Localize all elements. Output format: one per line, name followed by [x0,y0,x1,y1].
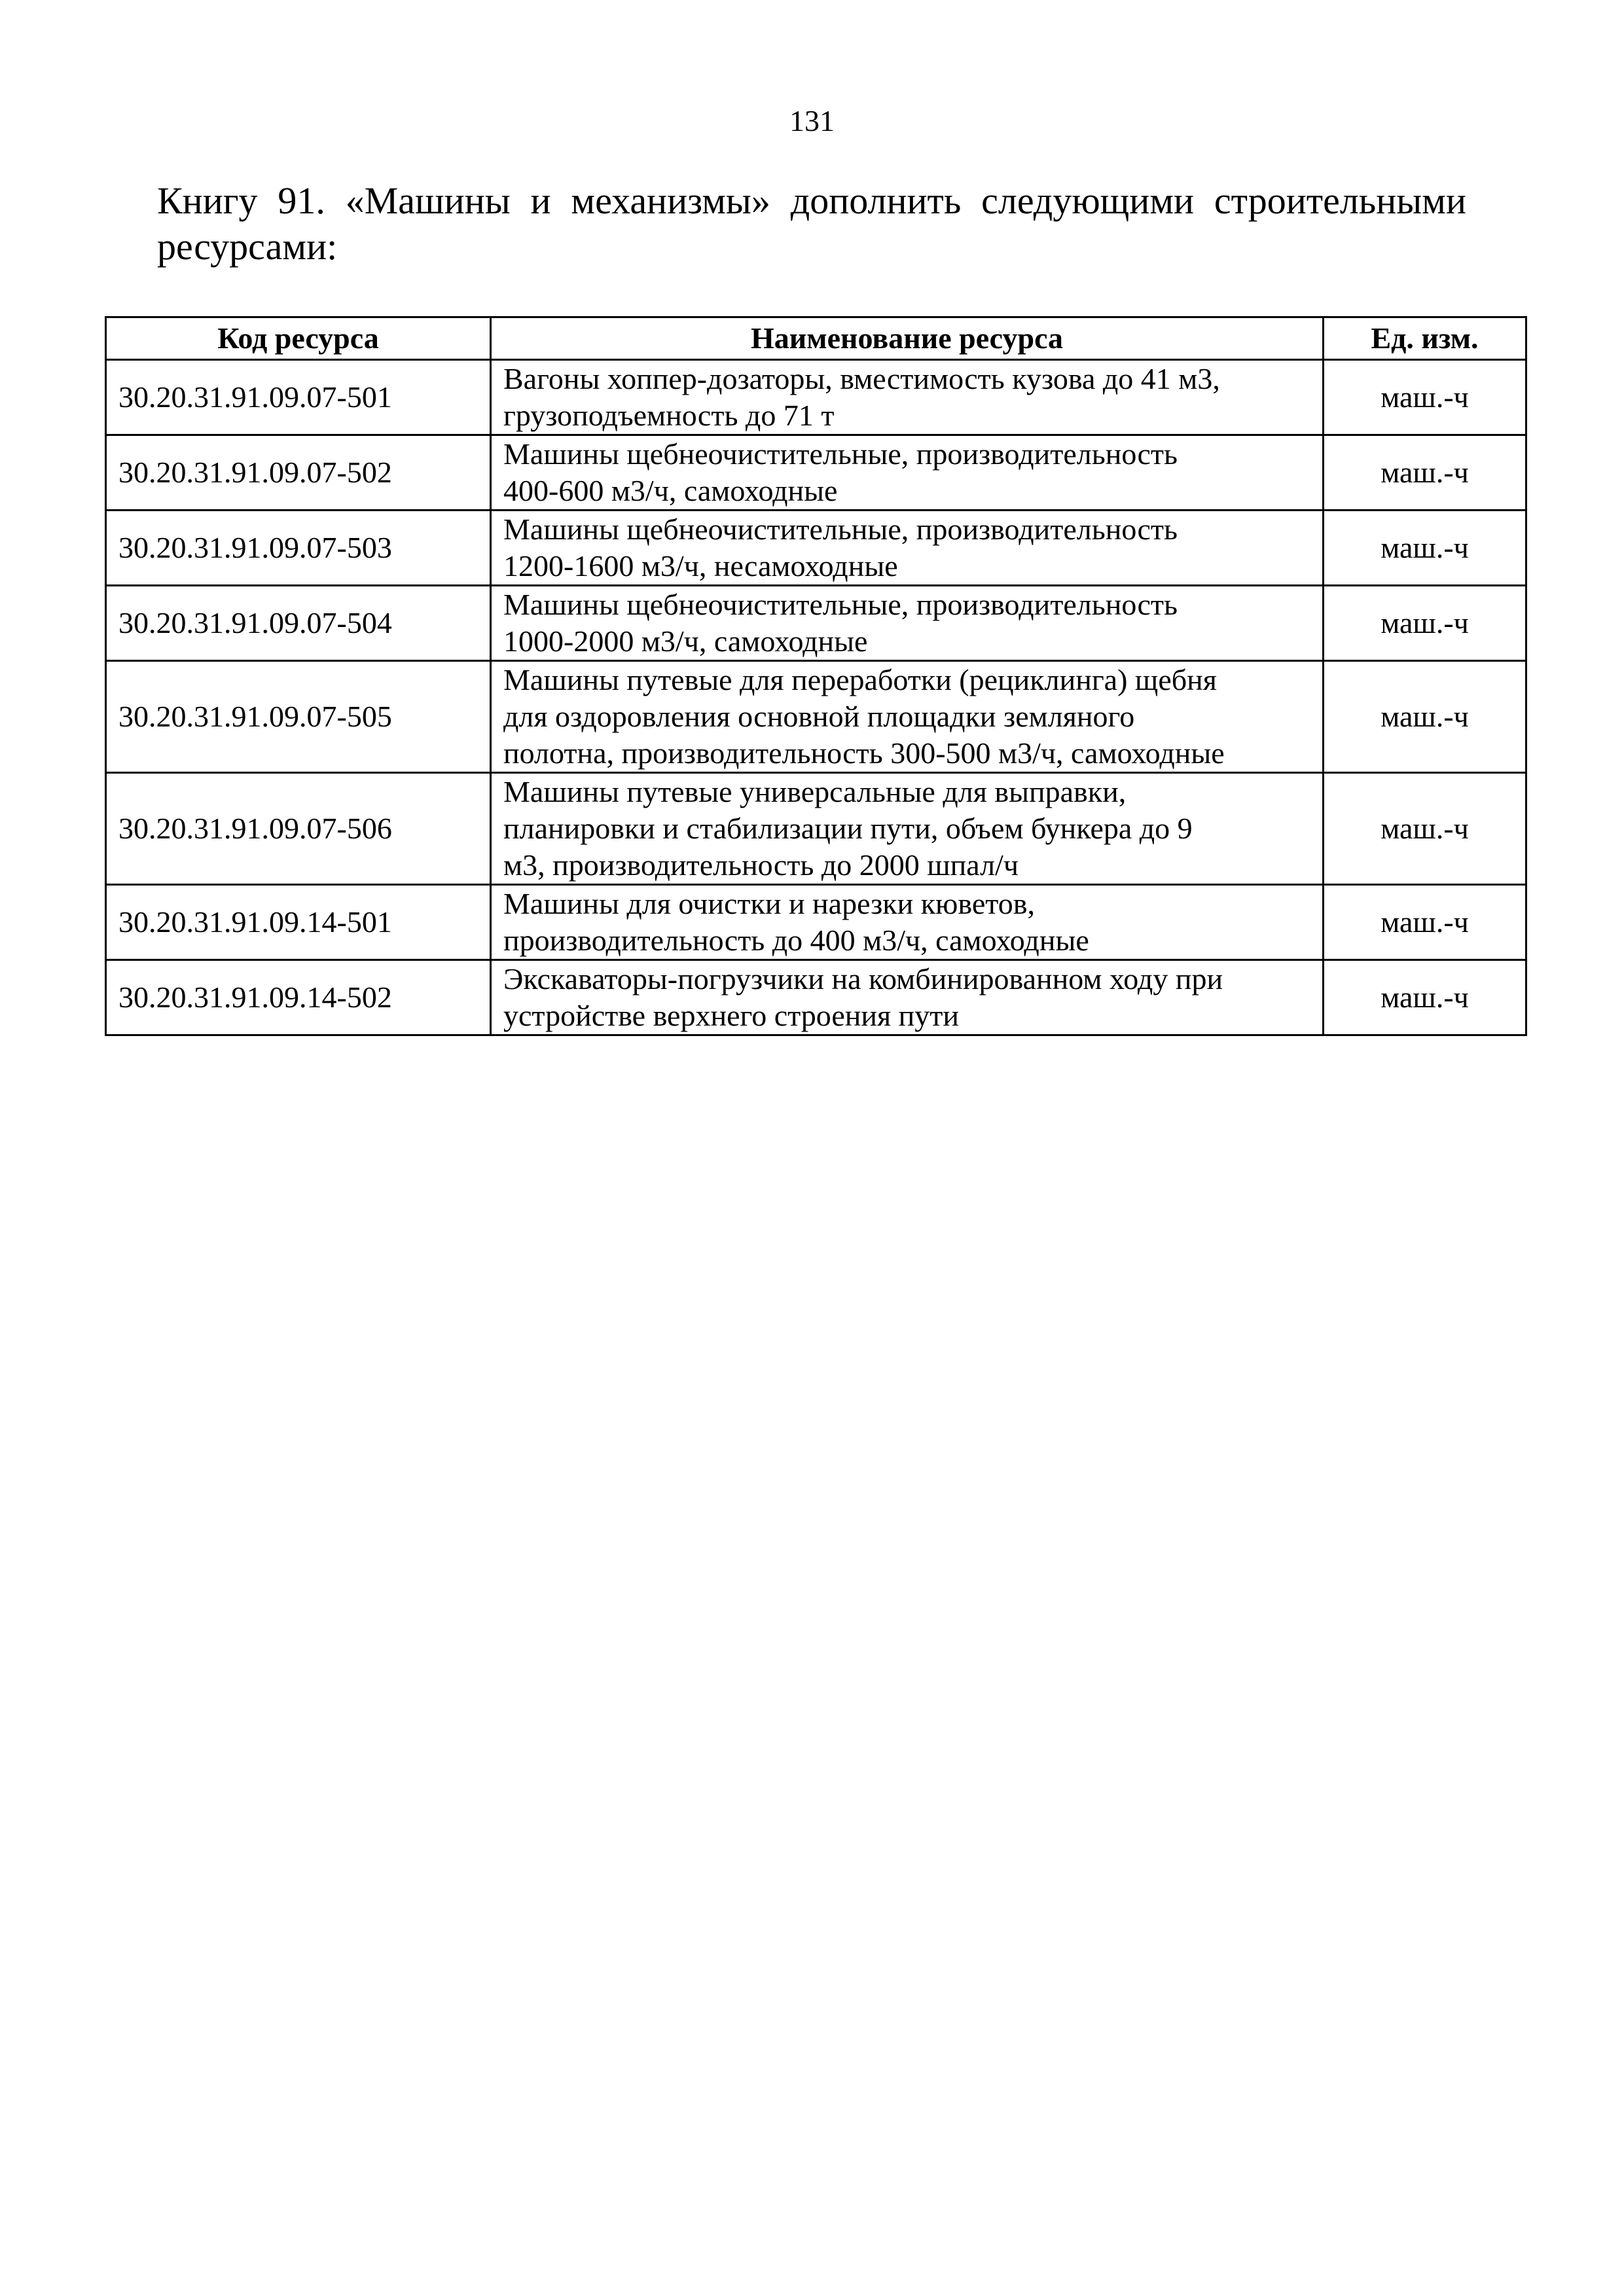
header-unit: Ед. изм. [1324,317,1526,360]
table-row [106,661,1526,773]
resource-unit: маш.-ч [1324,960,1526,1035]
resource-unit: маш.-ч [1324,511,1526,586]
resource-unit: маш.-ч [1324,586,1526,661]
resource-name-line: Машины щебнеочистительные, производительность [503,512,1178,546]
table-body [106,360,1526,1035]
resource-name-line: 1000-2000 м3/ч, самоходные [503,624,868,658]
table-row [106,773,1526,885]
resource-name-line: Машины для очистки и нарезки кюветов, [503,887,1036,920]
resource-name-line: Машины щебнеочистительные, производительность [503,588,1178,621]
resource-code: 30.20.31.91.09.07-503 [106,511,491,586]
header-code: Код ресурса [106,317,491,360]
header-name: Наименование ресурса [491,317,1324,360]
resource-unit: маш.-ч [1324,435,1526,511]
resource-code: 30.20.31.91.09.14-501 [106,885,491,960]
resource-name-line: 400-600 м3/ч, самоходные [503,474,838,507]
resource-name-line: полотна, производительность 300-500 м3/ч, самоходные [503,736,1225,770]
resource-name-line: Машины путевые для переработки (рециклинга) щебня [503,663,1217,696]
resource-name [491,511,1324,586]
resource-name-line: грузоподъемность до 71 т [503,399,835,432]
resource-name [491,773,1324,885]
resource-name [491,960,1324,1035]
table-row [106,885,1526,960]
resource-name-line: планировки и стабилизации пути, объем бункера до 9 [503,812,1193,845]
table-header-row [106,317,1526,360]
resource-code: 30.20.31.91.09.07-505 [106,661,491,773]
resource-name-line: 1200-1600 м3/ч, несамоходные [503,549,898,583]
resource-name-line: м3, производительность до 2000 шпал/ч [503,848,1019,882]
resource-name-line: производительность до 400 м3/ч, самоходные [503,924,1089,957]
resource-code: 30.20.31.91.09.07-501 [106,360,491,435]
resource-name-line: Вагоны хоппер-дозаторы, вместимость кузова до 41 м3, [503,362,1220,395]
page-number: 131 [789,104,835,137]
resources-table [105,316,1527,1036]
resource-name [491,885,1324,960]
resource-name-line: Машины щебнеочистительные, производительность [503,437,1178,471]
table-row [106,960,1526,1035]
resource-name [491,435,1324,511]
resource-name-line: Экскаваторы-погрузчики на комбинированном ходу при [503,962,1223,996]
resource-name [491,661,1324,773]
resource-code: 30.20.31.91.09.07-502 [106,435,491,511]
resource-unit: маш.-ч [1324,773,1526,885]
resource-unit: маш.-ч [1324,360,1526,435]
resource-name [491,360,1324,435]
resource-unit: маш.-ч [1324,661,1526,773]
intro-paragraph: Книгу 91. «Машины и механизмы» дополнить следующими строительными ресурсами: [157,179,1466,268]
table-row [106,586,1526,661]
table-row [106,435,1526,511]
resource-name [491,586,1324,661]
resource-code: 30.20.31.91.09.14-502 [106,960,491,1035]
table-row [106,511,1526,586]
resource-name-line: Машины путевые универсальные для выправки, [503,775,1127,808]
resource-code: 30.20.31.91.09.07-504 [106,586,491,661]
resource-name-line: для оздоровления основной площадки земляного [503,700,1135,733]
resource-name-line: устройстве верхнего строения пути [503,999,959,1032]
resource-unit: маш.-ч [1324,885,1526,960]
resource-code: 30.20.31.91.09.07-506 [106,773,491,885]
table-row [106,360,1526,435]
